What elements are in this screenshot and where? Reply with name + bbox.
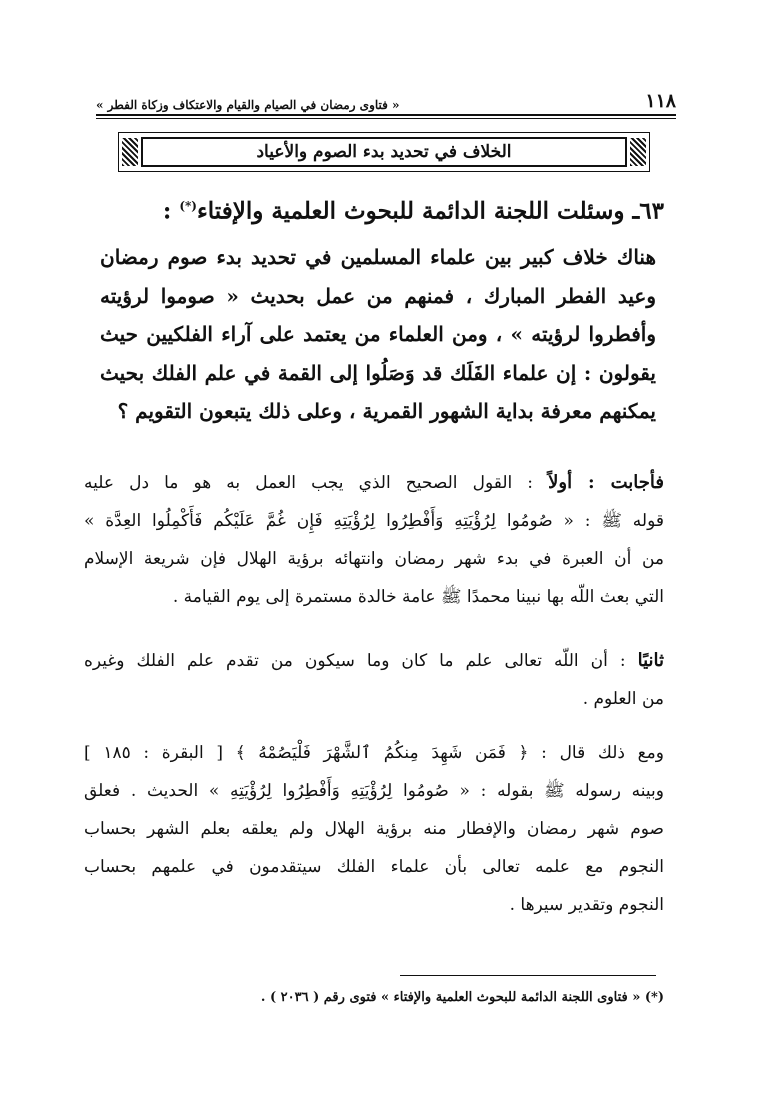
question-line: يمكنهم معرفة بداية الشهور القمرية ، وعلى ذلك يتبعون التقويم ؟ (117, 399, 656, 423)
answer-line: صوم شهر رمضان والإفطار منه برؤية الهلال ولم يعلقه بعلم الشهر بحساب (84, 819, 664, 839)
answer-line: ومع ذلك قال : ﴿ فَمَن شَهِدَ مِنكُمُ ٱلشَّهْرَ فَلْيَصُمْهُ ﴾ [ البقرة : ١٨٥ ] (84, 743, 665, 763)
answer-line: من العلوم . (582, 689, 664, 709)
question-heading (84, 186, 664, 232)
header-rule (96, 114, 676, 116)
answer-line: من أن العبرة في بدء شهر رمضان وانتهائه برؤية الهلال فإن شريعة الإسلام (84, 549, 664, 569)
footnote: (*) « فتاوى اللجنة الدائمة للبحوث العلمية والإفتاء » فتوى رقم ( ٢٠٣٦ ) . (260, 990, 664, 1005)
answer-line: التي بعث اللّه بها نبينا محمدًا ﷺ عامة خالدة مستمرة إلى يوم القيامة . (172, 587, 664, 607)
question-line: هناك خلاف كبير بين علماء المسلمين في تحديد بدء صوم رمضان (100, 245, 656, 269)
question-line: وعيد الفطر المبارك ، فمنهم من عمل بحديث « صوموا لرؤيته (100, 283, 656, 308)
answer-line: قوله ﷺ : « صُومُوا لِرُؤْيَتِهِ وَأَفْطِرُوا لِرُؤْيَتِهِ فَإِن غُمَّ عَلَيْكُم فَأَكْمِلُوا العِدَّة » (84, 511, 664, 531)
ornament-icon (630, 138, 646, 166)
question-heading-text: ٦٣ـ وسئلت اللجنة الدائمة للبحوث العلمية والإفتاء (196, 197, 664, 225)
answer-lead: فأجابت : أولاً (548, 472, 664, 493)
answer-line-text: : القول الصحيح الذي يجب العمل به هو ما دل عليه (84, 473, 549, 493)
answer-line (84, 464, 664, 502)
footnote-rule (400, 975, 656, 976)
answer-line-text: : أن اللّه تعالى علم ما كان وما سيكون من تقدم علم الفلك وغيره (84, 651, 638, 671)
chapter-title-box (141, 137, 627, 167)
question-body (100, 238, 656, 431)
answer-line: النجوم مع علمه تعالى بأن علماء الفلك سيتقدمون في علمهم بحساب (84, 857, 664, 877)
ornament-icon (122, 138, 138, 166)
page-number: ١١٨ (645, 90, 676, 112)
chapter-title-frame (118, 132, 650, 172)
question-line: يقولون : إن علماء الفَلَك قد وَصَلُوا إلى القمة في علم الفلك بحيث (100, 360, 656, 385)
answer-line (84, 642, 664, 680)
header-rule (96, 118, 676, 119)
question-heading-tail: : (162, 197, 180, 225)
answer-line: النجوم وتقدير سيرها . (509, 895, 664, 915)
answer-paragraph-3 (84, 734, 664, 924)
question-line: وأفطروا لرؤيته » ، ومن العلماء من يعتمد على آراء الفلكيين حيث (100, 322, 656, 346)
answer-line: وبينه رسوله ﷺ بقوله : « صُومُوا لِرُؤْيَتِهِ وَأَفْطِرُوا لِرُؤْيَتِهِ » الحديث . فعلق (84, 781, 664, 801)
chapter-title: الخلاف في تحديد بدء الصوم والأعياد (256, 142, 512, 162)
answer-paragraph-2 (84, 642, 664, 718)
book-title: « فتاوى رمضان في الصيام والقيام والاعتكاف وزكاة الفطر » (96, 98, 400, 112)
answer-lead: ثانيًا (637, 650, 664, 671)
footnote-mark: (*) (179, 199, 197, 213)
running-header (96, 86, 676, 112)
answer-paragraph-1 (84, 464, 664, 616)
